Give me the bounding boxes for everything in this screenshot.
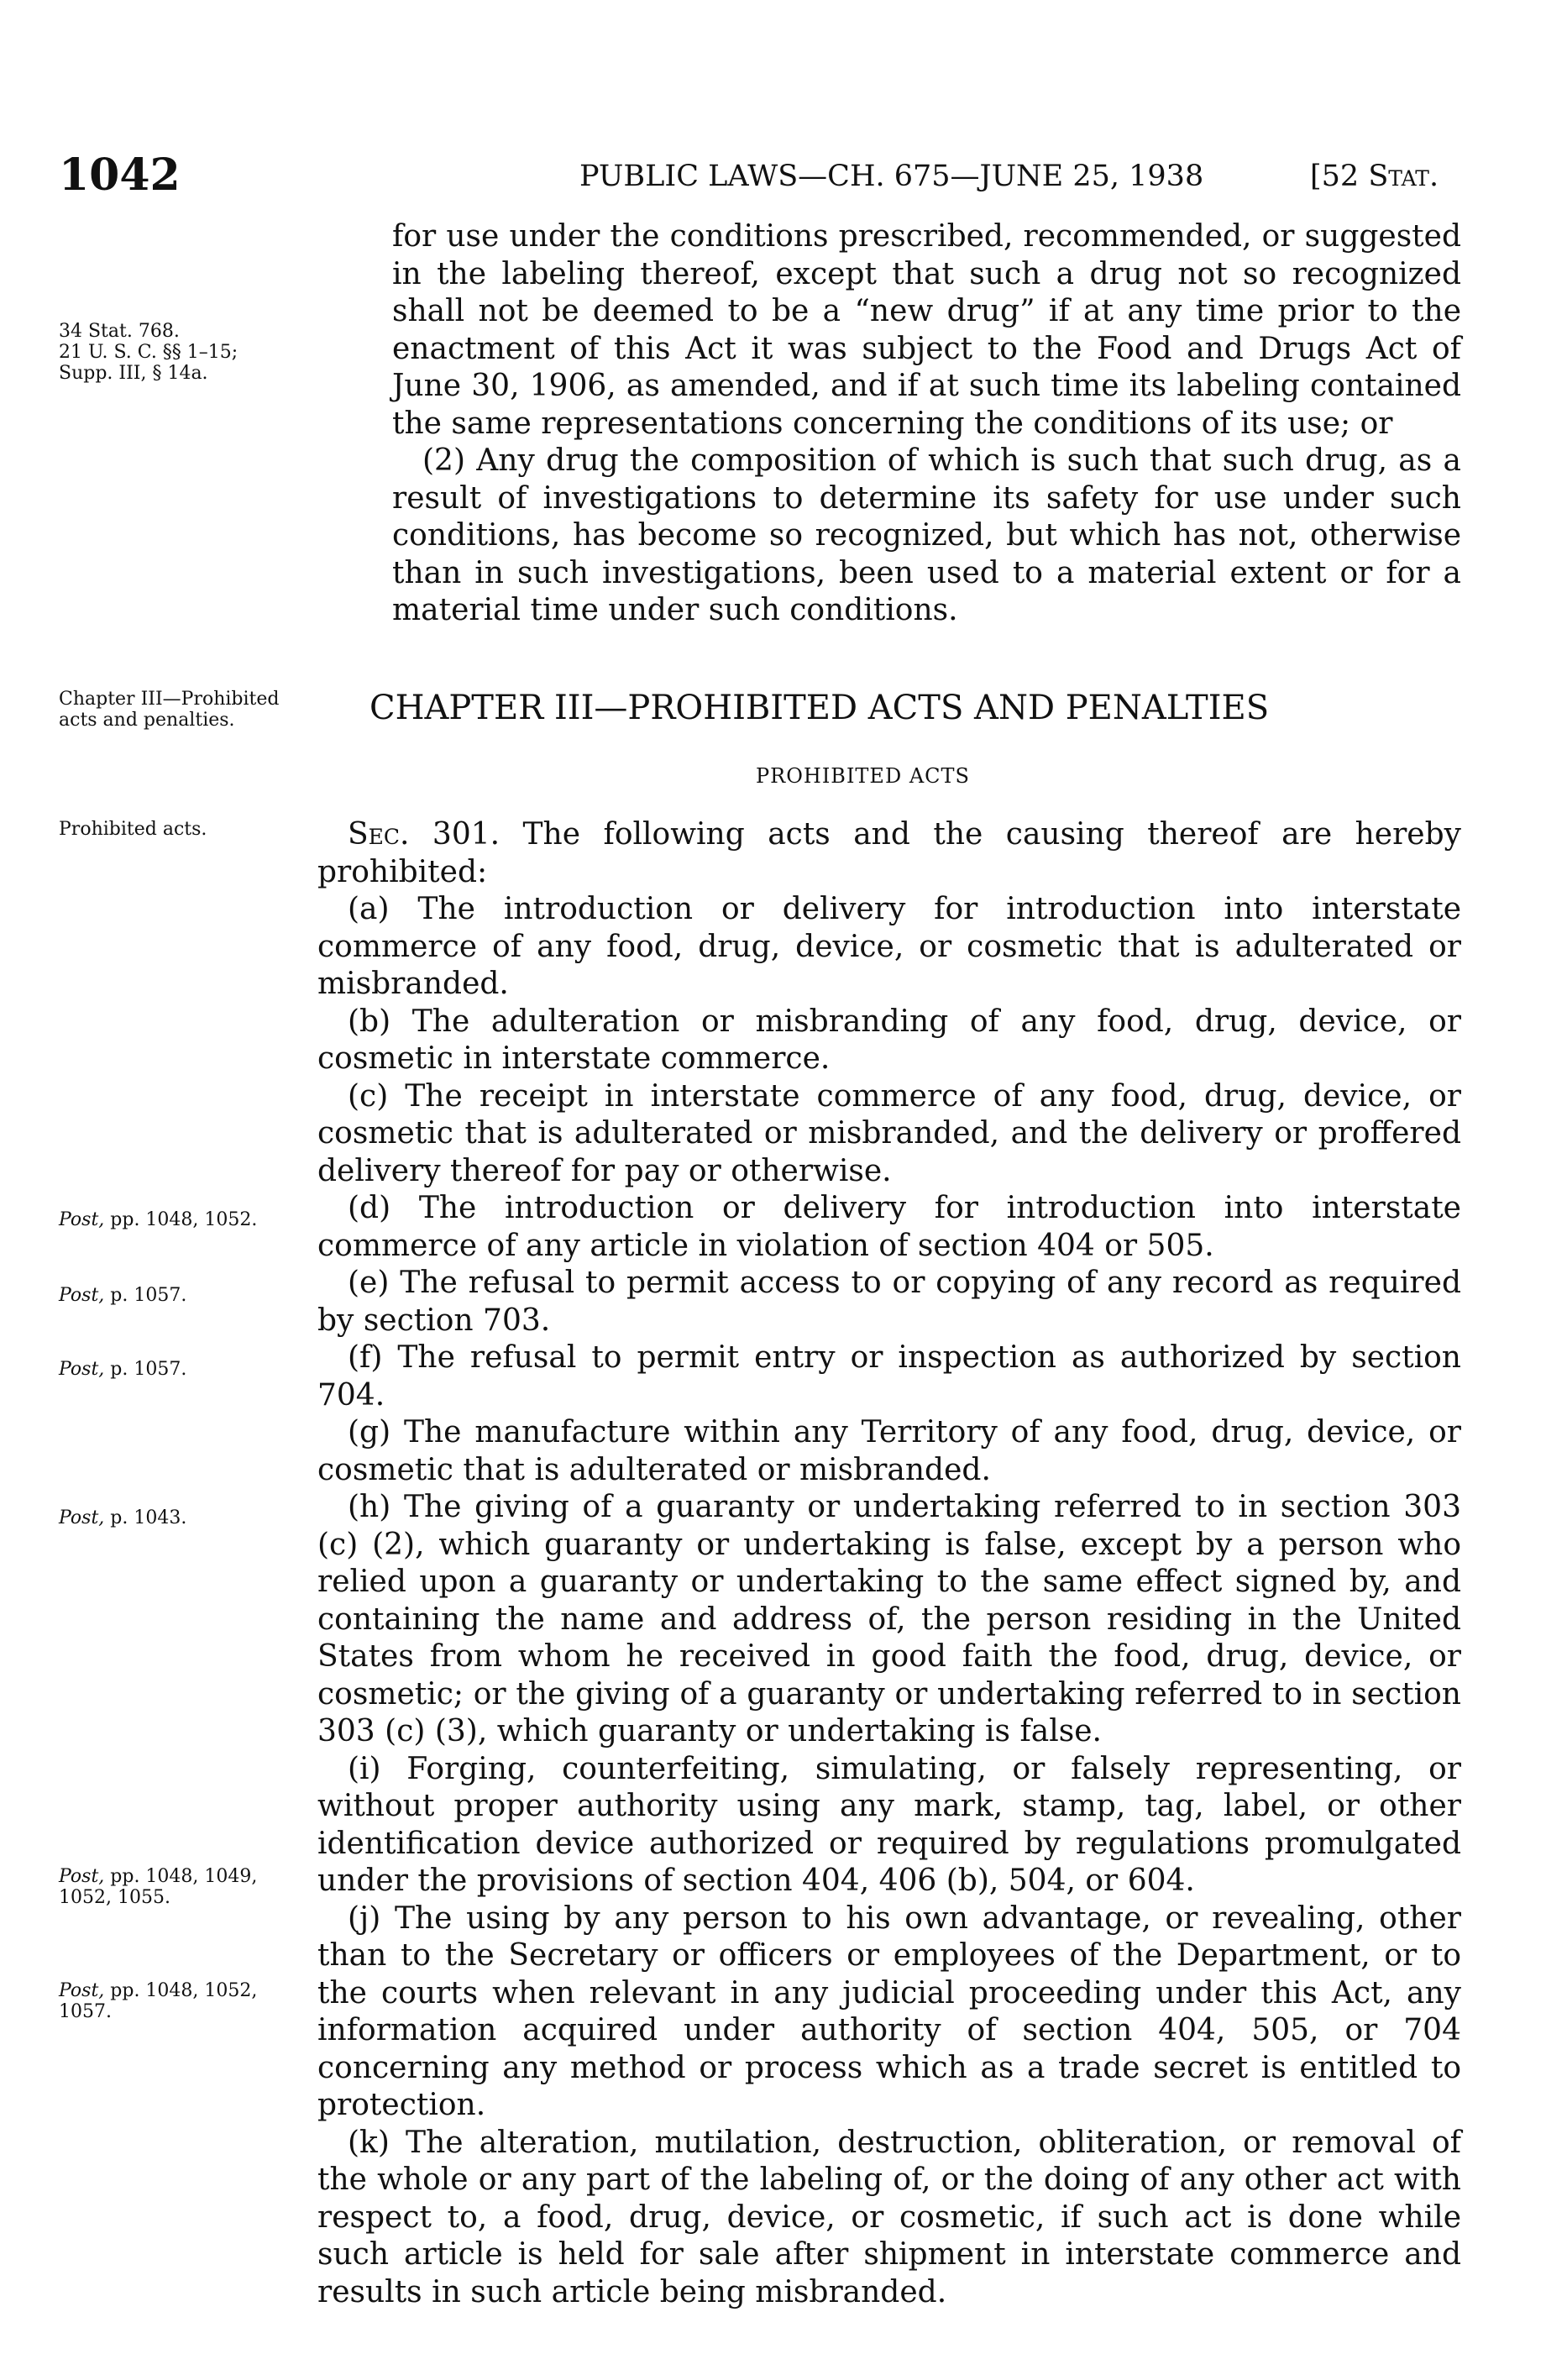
margin-post-ref [59,1209,336,1230]
margin-post-ref [59,1980,269,2022]
post-pages: pp. 1048, 1052, 1057. [59,1980,258,2022]
margin-post-ref [59,1359,336,1380]
section-301 [317,816,1461,2311]
margin-post-ref [59,1507,336,1528]
running-title: PUBLIC LAWS—CH. 675—JUNE 25, 1938 [579,160,1204,193]
section-heading: PROHIBITED ACTS [756,764,970,788]
post-italic: Post, [59,1359,105,1380]
item-b: (b) The adulteration or misbranding of any food, drug, device, or cosmetic in interstate commerce. [317,1004,1461,1076]
continued-text [392,218,1461,630]
item-g: (g) The manufacture within any Territory of any food, drug, device, or cosmetic that is adulterated or misbranded. [317,1415,1461,1487]
paragraph-continuation: for use under the conditions prescribed, recommended, or suggested in the labeling thereof, except that such a drug not so recognized shall not be deemed to be a “new drug” if at any time prior to the enactment of this Act it was subject to the Food and Drugs Act of June 30, 1906, as amended, and if at such time its labeling contained the same representations concerning the conditions of its use; or [392,219,1461,441]
item-c: (c) The receipt in interstate commerce of any food, drug, device, or cosmetic that is adulterated or misbranded, and the delivery or proffered delivery thereof for pay or otherwise. [317,1078,1461,1188]
margin-citation-usc: 21 U. S. C. §§ 1–15; [59,342,238,363]
post-italic: Post, [59,1980,105,2001]
section-intro-text: 301. The following acts and the causing thereof are hereby prohibited: [317,817,1461,889]
item-f: (f) The refusal to permit entry or inspection as authorized by section 704. [317,1340,1461,1413]
paragraph-clause-2: (2) Any drug the composition of which is such that such drug, as a result of investigations to determine its safety for use under such conditions, has become so recognized, but which has not, otherwise than in such investigations, been used to a material extent or for a material time under such conditions. [392,443,1461,627]
chapter-title: CHAPTER III—PROHIBITED ACTS AND PENALTIES [369,689,1270,727]
post-italic: Post, [59,1285,105,1306]
margin-chapter-note: Chapter III—Prohibited acts and penalties. [59,689,280,731]
item-d: (d) The introduction or delivery for introduction into interstate commerce of any article in violation of section 404 or 505. [317,1191,1461,1263]
post-pages: p. 1057. [104,1359,187,1380]
volume-stat: Stat. [1368,160,1439,193]
section-intro [317,816,1461,891]
post-pages: pp. 1048, 1049, 1052, 1055. [59,1866,258,1908]
item-j: (j) The using by any person to his own advantage, or revealing, other than to the Secretary or officers or employees of the Department, or to the courts when relevant in any judicial proceeding under this Act, any information acquired under authority of section 404, 505, or 704 concerning any method or process which as a trade secret is entitled to protection. [317,1900,1461,2122]
item-h: (h) The giving of a guaranty or undertaking referred to in section 303 (c) (2), which guaranty or undertaking is false, except by a person who relied upon a guaranty or undertaking to the same effect signed by, and containing the name and address of, the person residing in the United States from whom he received in good faith the food, drug, device, or cosmetic; or the giving of a guaranty or undertaking referred to in section 303 (c) (3), which guaranty or undertaking is false. [317,1490,1461,1748]
item-k: (k) The alteration, mutilation, destruction, obliteration, or removal of the whole or any part of the labeling of, or the doing of any other act with respect to, a food, drug, device, or cosmetic, if such act is done while such article is held for sale after shipment in interstate commerce and results in such article being misbranded. [317,2125,1461,2309]
margin-citation-supp: Supp. III, § 14a. [59,363,208,384]
volume-reference [1310,160,1439,210]
post-pages: p. 1043. [104,1507,187,1528]
margin-citation-stat: 34 Stat. 768. [59,321,180,342]
volume-prefix: [52 [1310,160,1369,193]
item-i: (i) Forging, counterfeiting, simulating, or falsely representing, or without proper authority using any mark, stamp, tag, label, or other identification device authorized or required by regulations promulgated under the provisions of section 404, 406 (b), 504, or 604. [317,1751,1461,1898]
post-italic: Post, [59,1866,105,1887]
page-number: 1042 [59,149,181,201]
post-italic: Post, [59,1209,105,1230]
post-pages: pp. 1048, 1052. [104,1209,258,1230]
item-e: (e) The refusal to permit access to or copying of any record as required by section 703. [317,1266,1461,1338]
post-italic: Post, [59,1507,105,1528]
margin-prohibited-acts: Prohibited acts. [59,819,207,840]
item-a: (a) The introduction or delivery for introduction into interstate commerce of any food, drug, device, or cosmetic that is adulterated or misbranded. [317,892,1461,1001]
margin-post-ref [59,1866,277,1908]
section-label: Sec. [348,817,410,852]
margin-post-ref [59,1285,336,1306]
post-pages: p. 1057. [104,1285,187,1306]
